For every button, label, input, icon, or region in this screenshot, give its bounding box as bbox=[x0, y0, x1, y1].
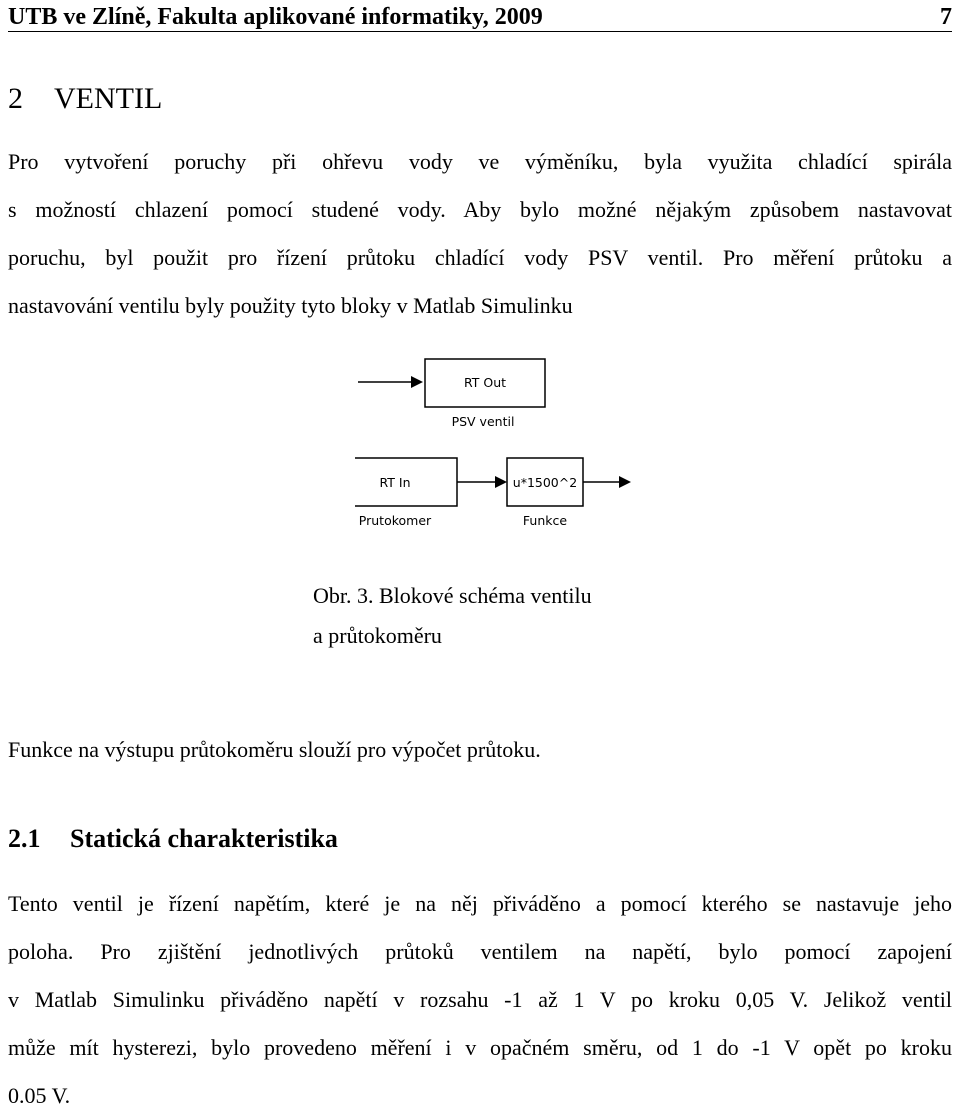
section-heading bbox=[8, 823, 338, 855]
header-title: UTB ve Zlíně, Fakulta aplikované informatiky, 2009 bbox=[8, 4, 543, 30]
paragraph-line: Funkce na výstupu průtokoměru slouží pro výpočet průtoku. bbox=[8, 737, 541, 762]
figure-caption-line: a průtokoměru bbox=[313, 623, 442, 648]
prutokomer-label: Prutokomer bbox=[358, 513, 432, 528]
simulink-block-diagram bbox=[355, 352, 645, 534]
page-number: 7 bbox=[940, 4, 952, 30]
figure-caption bbox=[313, 576, 592, 656]
paragraph-line: poruchu, byl použit pro řízení průtoku chladící vody PSV ventil. Pro měření průtoku a bbox=[8, 245, 952, 270]
paragraph-line: v Matlab Simulinku přiváděno napětí v rozsahu -1 až 1 V po kroku 0,05 V. Jelikož ventil bbox=[8, 987, 952, 1012]
paragraph-intro bbox=[8, 138, 952, 330]
connection-arrow-icon bbox=[495, 476, 507, 488]
rt-out-block-text: RT Out bbox=[463, 375, 507, 390]
paragraph-line: poloha. Pro zjištění jednotlivých průtoků ventilem na napětí, bylo pomocí zapojení bbox=[8, 939, 952, 964]
paragraph-line: Pro vytvoření poruchy při ohřevu vody ve výměníku, byla využita chladící spirála bbox=[8, 149, 952, 174]
paragraph-line: Tento ventil je řízení napětím, které je na něj přiváděno a pomocí kterého se nastavuje jeho bbox=[8, 891, 952, 916]
paragraph-static-characteristic bbox=[8, 880, 952, 1120]
funkce-label: Funkce bbox=[522, 513, 568, 528]
input-arrow-icon bbox=[411, 376, 423, 388]
funkce-block-text: u*1500^2 bbox=[512, 475, 578, 490]
figure-caption-line: Obr. 3. Blokové schéma ventilu bbox=[313, 583, 592, 608]
section-number: 2.1 bbox=[8, 824, 41, 853]
paragraph-line: 0.05 V. bbox=[8, 1083, 71, 1108]
section-title: Statická charakteristika bbox=[70, 824, 338, 853]
chapter-number: 2 bbox=[8, 82, 23, 115]
chapter-title: VENTIL bbox=[54, 82, 163, 115]
output-arrow-icon bbox=[619, 476, 631, 488]
paragraph-line: může mít hysterezi, bylo provedeno měření i v opačném směru, od 1 do -1 V opět po kroku bbox=[8, 1035, 952, 1060]
chapter-heading bbox=[8, 82, 162, 116]
psv-ventil-label: PSV ventil bbox=[451, 414, 515, 429]
rt-in-block-text: RT In bbox=[379, 475, 411, 490]
page-header bbox=[8, 4, 952, 32]
header-rule bbox=[8, 31, 952, 32]
paragraph-line: nastavování ventilu byly použity tyto bloky v Matlab Simulinku bbox=[8, 293, 573, 318]
paragraph-function bbox=[8, 726, 952, 774]
paragraph-line: s možností chlazení pomocí studené vody. Aby bylo možné nějakým způsobem nastavovat bbox=[8, 197, 952, 222]
